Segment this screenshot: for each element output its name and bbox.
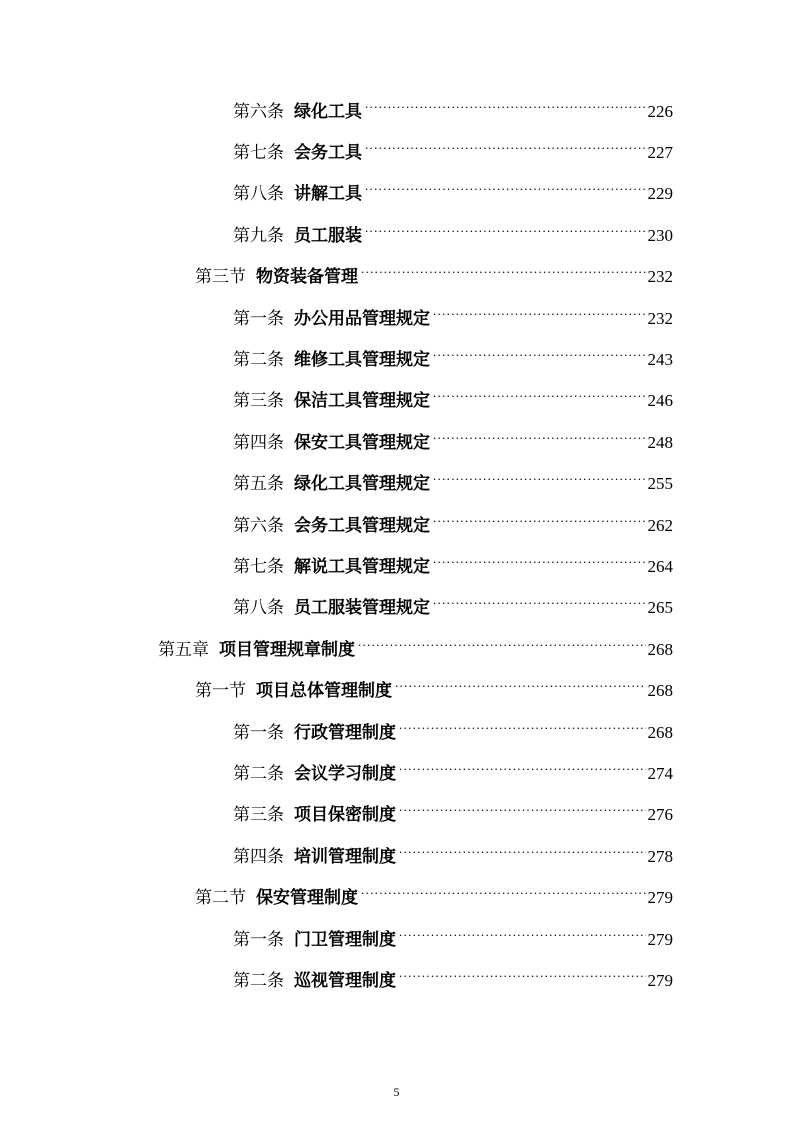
toc-dot-leader bbox=[395, 674, 646, 696]
toc-entry[interactable] bbox=[0, 957, 793, 998]
toc-entry-title: 保安工具管理规定 bbox=[294, 432, 430, 453]
toc-entry-line bbox=[233, 219, 673, 247]
toc-entry-page: 248 bbox=[647, 432, 673, 452]
toc-entry-page: 229 bbox=[647, 184, 673, 204]
toc-entry-line bbox=[233, 302, 673, 330]
toc-entry-line bbox=[233, 840, 673, 868]
toc-entry-line bbox=[233, 550, 673, 578]
toc-entry-title: 培训管理制度 bbox=[294, 846, 396, 867]
toc-entry[interactable] bbox=[0, 171, 793, 212]
toc-entry-line bbox=[233, 509, 673, 537]
toc-entry-line bbox=[195, 674, 673, 702]
toc-entry-line bbox=[233, 384, 673, 412]
toc-entry-title: 行政管理制度 bbox=[294, 722, 396, 743]
toc-entry-number: 第八条 bbox=[233, 598, 284, 619]
toc-entry-title: 办公用品管理规定 bbox=[294, 308, 430, 329]
toc-dot-leader bbox=[399, 923, 646, 945]
toc-entry-page: 279 bbox=[647, 888, 673, 908]
toc-entry-line bbox=[233, 136, 673, 164]
toc-entry-number: 第八条 bbox=[233, 184, 284, 205]
toc-entry-line bbox=[195, 881, 673, 909]
toc-dot-leader bbox=[399, 840, 646, 862]
toc-dot-leader bbox=[399, 716, 646, 738]
toc-entry-line bbox=[233, 757, 673, 785]
toc-entry-title: 绿化工具 bbox=[294, 101, 362, 122]
toc-entry-page: 262 bbox=[647, 515, 673, 535]
toc-entry-number: 第一条 bbox=[233, 308, 284, 329]
toc-entry-number: 第二条 bbox=[233, 350, 284, 371]
toc-entry-number: 第一条 bbox=[233, 722, 284, 743]
toc-entry[interactable] bbox=[0, 916, 793, 957]
toc-entry-title: 维修工具管理规定 bbox=[294, 350, 430, 371]
toc-entry-page: 268 bbox=[647, 681, 673, 701]
toc-entry[interactable] bbox=[0, 667, 793, 708]
toc-entry-line bbox=[195, 260, 673, 288]
toc-entry-number: 第五章 bbox=[158, 639, 209, 660]
toc-dot-leader bbox=[433, 467, 646, 489]
toc-entry-line bbox=[233, 95, 673, 123]
toc-entry-number: 第二条 bbox=[233, 970, 284, 991]
toc-entry-title: 讲解工具 bbox=[294, 184, 362, 205]
toc-dot-leader bbox=[365, 177, 646, 199]
toc-entry-number: 第一条 bbox=[233, 929, 284, 950]
toc-entry[interactable] bbox=[0, 88, 793, 129]
toc-entry-line bbox=[233, 591, 673, 619]
toc-entry-title: 绿化工具管理规定 bbox=[294, 474, 430, 495]
toc-entry-line bbox=[233, 964, 673, 992]
toc-entry[interactable] bbox=[0, 502, 793, 543]
toc-entry-title: 保安管理制度 bbox=[256, 888, 358, 909]
toc-entry-page: 255 bbox=[647, 474, 673, 494]
toc-entry[interactable] bbox=[0, 626, 793, 667]
toc-entry[interactable] bbox=[0, 461, 793, 502]
toc-entry[interactable] bbox=[0, 295, 793, 336]
toc-entry-title: 会务工具管理规定 bbox=[294, 515, 430, 536]
toc-entry[interactable] bbox=[0, 833, 793, 874]
toc-entry[interactable] bbox=[0, 336, 793, 377]
toc-entry-page: 278 bbox=[647, 846, 673, 866]
toc-dot-leader bbox=[433, 591, 646, 613]
toc-dot-leader bbox=[361, 260, 646, 282]
toc-entry[interactable] bbox=[0, 585, 793, 626]
toc-entry-number: 第七条 bbox=[233, 556, 284, 577]
toc-entry-title: 项目保密制度 bbox=[294, 805, 396, 826]
toc-entry-number: 第四条 bbox=[233, 846, 284, 867]
toc-entry-page: 232 bbox=[647, 267, 673, 287]
toc-dot-leader bbox=[361, 881, 646, 903]
toc-dot-leader bbox=[433, 509, 646, 531]
toc-list bbox=[0, 88, 793, 999]
toc-entry[interactable] bbox=[0, 212, 793, 253]
toc-entry-line bbox=[233, 177, 673, 205]
toc-entry-title: 项目总体管理制度 bbox=[256, 681, 392, 702]
toc-entry-line bbox=[233, 798, 673, 826]
toc-entry-title: 解说工具管理规定 bbox=[294, 556, 430, 577]
toc-entry-title: 会务工具 bbox=[294, 143, 362, 164]
page-number: 5 bbox=[393, 1085, 400, 1099]
toc-dot-leader bbox=[399, 757, 646, 779]
toc-entry-page: 279 bbox=[647, 970, 673, 990]
toc-entry-line bbox=[233, 923, 673, 951]
toc-entry-page: 276 bbox=[647, 805, 673, 825]
toc-dot-leader bbox=[399, 798, 646, 820]
toc-entry-page: 246 bbox=[647, 391, 673, 411]
toc-entry-number: 第二条 bbox=[233, 763, 284, 784]
toc-entry-title: 员工服装 bbox=[294, 225, 362, 246]
toc-entry-title: 员工服装管理规定 bbox=[294, 598, 430, 619]
toc-entry-title: 门卫管理制度 bbox=[294, 929, 396, 950]
toc-entry-number: 第六条 bbox=[233, 515, 284, 536]
toc-entry-title: 保洁工具管理规定 bbox=[294, 391, 430, 412]
toc-entry-page: 232 bbox=[647, 308, 673, 328]
toc-entry-page: 265 bbox=[647, 598, 673, 618]
toc-entry-number: 第五条 bbox=[233, 474, 284, 495]
toc-dot-leader bbox=[365, 136, 646, 158]
table-of-contents bbox=[0, 88, 793, 999]
toc-entry[interactable] bbox=[0, 792, 793, 833]
toc-entry-page: 274 bbox=[647, 763, 673, 783]
toc-entry-page: 268 bbox=[647, 722, 673, 742]
toc-entry-title: 巡视管理制度 bbox=[294, 970, 396, 991]
toc-dot-leader bbox=[433, 302, 646, 324]
toc-entry-number: 第二节 bbox=[195, 888, 246, 909]
toc-entry-page: 268 bbox=[647, 639, 673, 659]
toc-entry[interactable] bbox=[0, 750, 793, 791]
toc-entry-line bbox=[233, 716, 673, 744]
toc-entry-page: 279 bbox=[647, 929, 673, 949]
toc-entry-title: 物资装备管理 bbox=[256, 267, 358, 288]
toc-entry-line bbox=[158, 633, 673, 661]
toc-entry-page: 227 bbox=[647, 143, 673, 163]
toc-entry[interactable] bbox=[0, 129, 793, 170]
toc-entry-page: 264 bbox=[647, 556, 673, 576]
toc-entry-page: 230 bbox=[647, 225, 673, 245]
toc-dot-leader bbox=[433, 550, 646, 572]
toc-entry-number: 第一节 bbox=[195, 681, 246, 702]
toc-dot-leader bbox=[399, 964, 646, 986]
toc-entry-line bbox=[233, 343, 673, 371]
toc-entry[interactable] bbox=[0, 874, 793, 915]
toc-dot-leader bbox=[433, 384, 646, 406]
toc-entry-number: 第九条 bbox=[233, 225, 284, 246]
toc-dot-leader bbox=[365, 95, 646, 117]
toc-entry-title: 会议学习制度 bbox=[294, 763, 396, 784]
toc-entry-page: 226 bbox=[647, 101, 673, 121]
toc-entry-number: 第四条 bbox=[233, 432, 284, 453]
toc-dot-leader bbox=[358, 633, 646, 655]
toc-entry[interactable] bbox=[0, 254, 793, 295]
toc-dot-leader bbox=[365, 219, 646, 241]
toc-entry-line bbox=[233, 467, 673, 495]
toc-entry-number: 第三节 bbox=[195, 267, 246, 288]
toc-entry-line bbox=[233, 426, 673, 454]
toc-entry-number: 第三条 bbox=[233, 391, 284, 412]
toc-entry-number: 第三条 bbox=[233, 805, 284, 826]
toc-entry[interactable] bbox=[0, 419, 793, 460]
toc-dot-leader bbox=[433, 343, 646, 365]
toc-dot-leader bbox=[433, 426, 646, 448]
toc-entry-title: 项目管理规章制度 bbox=[219, 639, 355, 660]
toc-entry-page: 243 bbox=[647, 350, 673, 370]
toc-entry[interactable] bbox=[0, 543, 793, 584]
toc-entry[interactable] bbox=[0, 378, 793, 419]
toc-entry-number: 第七条 bbox=[233, 143, 284, 164]
toc-entry-number: 第六条 bbox=[233, 101, 284, 122]
toc-entry[interactable] bbox=[0, 709, 793, 750]
